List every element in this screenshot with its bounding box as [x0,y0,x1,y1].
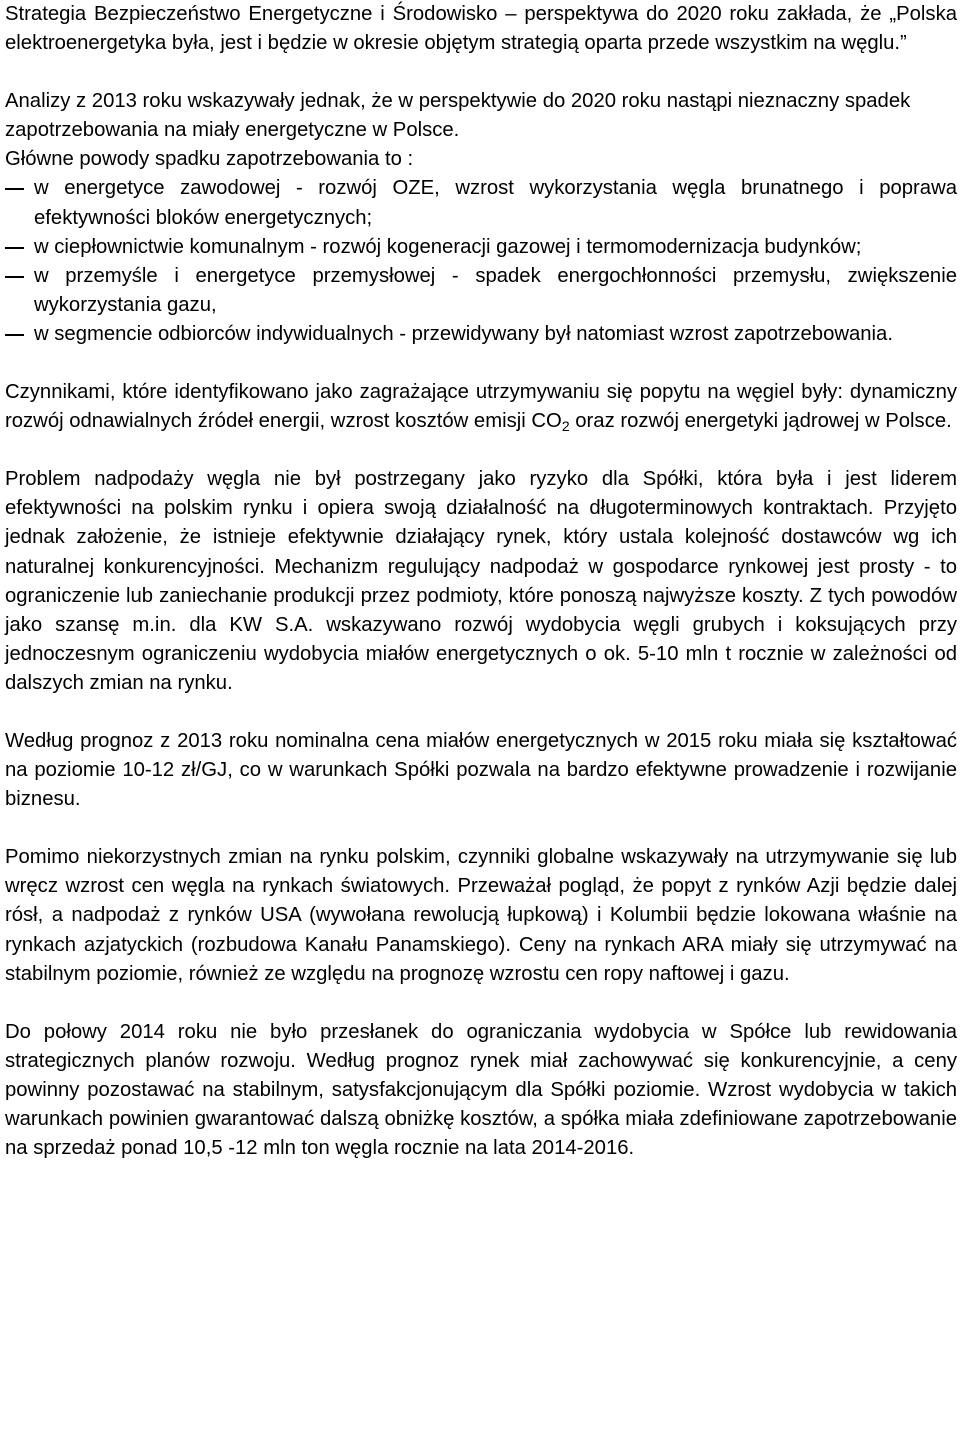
analyses-text: Analizy z 2013 roku wskazywały jednak, że w perspektywie do 2020 roku nastąpi nieznaczny spadek zapotrzebowania na miały energetyczne w Polsce. [5,90,911,142]
co2-subscript: 2 [561,418,570,435]
list-item-text: w energetyce zawodowej - rozwój OZE, wzrost wykorzystania węgla brunatnego i poprawa efektywności bloków energetycznych; [34,177,957,229]
paragraph-oversupply: Problem nadpodaży węgla nie był postrzegany jako ryzyko dla Spółki, która była i jest liderem efektywności na polskim rynku i opiera swoją działalność na długoterminowych kontraktach. Przyjęto jednak założenie, że istnieje efektywnie działający rynek, który ustala kolejność dostawców wg ich naturalnej konkurencyjności. Mechanizm regulujący nadpodaż w gospodarce rynkowej jest prosty - to ograniczenie lub zaniechanie produkcji przez podmioty, które ponoszą najwyższe koszty. Z tych powodów jako szansę m.in. dla KW S.A. wskazywano rozwój wydobycia węgli grubych i koksujących przy jednoczesnym ograniczeniu wydobycia miałów energetycznych o ok. 5-10 mln t rocznie w zależności od dalszych zmian na rynku. [5,468,957,694]
paragraph-strategy: Strategia Bezpieczeństwo Energetyczne i Środowisko – perspektywa do 2020 roku zakłada, że „Polska elektroenergetyka była, jest i będzie w okresie objętym strategią oparta przede wszystkim na węglu.” [5,3,957,55]
threats-text-end: oraz rozwój energetyki jądrowej w Polsce. [569,410,952,433]
threats-text: Czynnikami, które identyfikowano jako zagrażające utrzymywaniu się popytu na węgiel były: dynamiczny rozwój odnawialnych źródeł energii, wzrost kosztów emisji CO [5,381,957,433]
list-item-text: w ciepłownictwie komunalnym - rozwój kogeneracji gazowej i termomodernizacja budynków; [34,235,862,258]
paragraph-mid-2014: Do połowy 2014 roku nie było przesłanek do ograniczania wydobycia w Spółce lub rewidowania strategicznych planów rozwoju. Według prognoz rynek miał zachowywać się konkurencyjnie, a ceny powinny pozostawać na stabilnym, satysfakcjonującym dla Spółki poziomie. Wzrost wydobycia w takich warunkach powinien gwarantować dalszą obniżkę kosztów, a spółka miała zdefiniowane zapotrzebowanie na sprzedaż ponad 10,5 -12 mln ton węgla rocznie na lata 2014-2016. [5,1020,957,1160]
dash-bullet-icon [5,247,24,249]
reasons-intro: Główne powody spadku zapotrzebowania to : [5,148,414,171]
paragraph-analyses [5,87,957,174]
paragraph-threats [5,378,957,436]
list-item [5,262,957,320]
reasons-list [5,174,957,349]
list-item [5,320,957,349]
dash-bullet-icon [5,334,24,336]
paragraph-global-factors: Pomimo niekorzystnych zmian na rynku polskim, czynniki globalne wskazywały na utrzymywanie się lub wręcz wzrost cen węgla na rynkach światowych. Przeważał pogląd, że popyt z rynków Azji będzie dalej rósł, a nadpodaż z rynków USA (wywołana rewolucją łupkową) i Kolumbii będzie lokowana właśnie na rynkach azjatyckich (rozbudowa Kanału Panamskiego). Ceny na rynkach ARA miały się utrzymywać na stabilnym poziomie, również ze względu na prognozę wzrostu cen ropy naftowej i gazu. [5,846,957,985]
list-item-text: w segmencie odbiorców indywidualnych - przewidywany był natomiast wzrost zapotrzebowania. [34,322,893,345]
list-item [5,233,957,262]
list-item-text: w przemyśle i energetyce przemysłowej - spadek energochłonności przemysłu, zwiększenie wykorzystania gazu, [34,264,957,316]
list-item [5,174,957,232]
dash-bullet-icon [5,276,24,278]
paragraph-forecast-price: Według prognoz z 2013 roku nominalna cena miałów energetycznych w 2015 roku miała się kształtować na poziomie 10-12 zł/GJ, co w warunkach Spółki pozwala na bardzo efektywne prowadzenie i rozwijanie biznesu. [5,729,957,811]
dash-bullet-icon [5,188,24,190]
